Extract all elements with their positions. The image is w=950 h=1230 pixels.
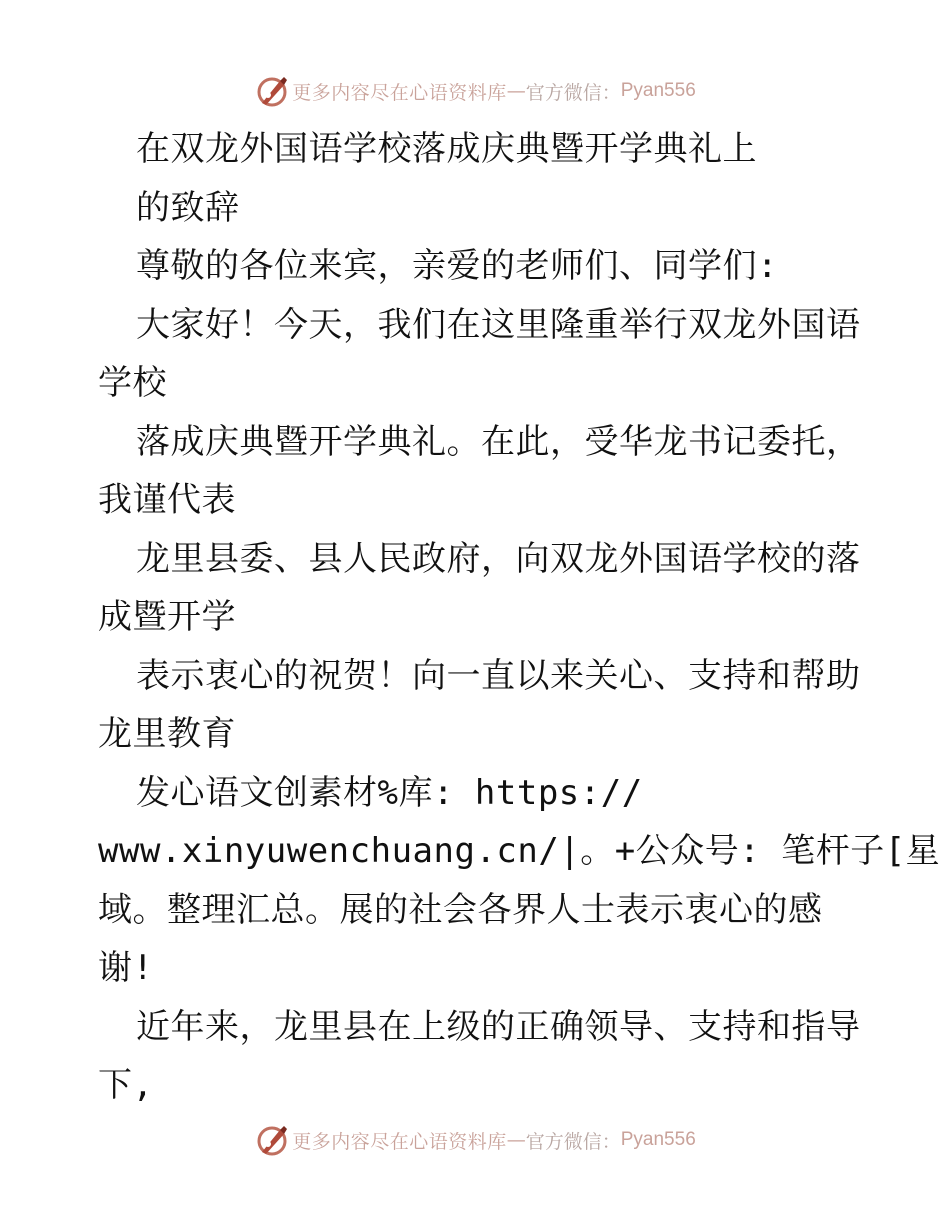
- header-watermark: [0, 71, 950, 111]
- watermark-account: Pyan556: [620, 1129, 696, 1150]
- watermark-separator: —: [506, 1129, 526, 1151]
- paragraph-line: 发心语文创素材%库: https://: [136, 772, 643, 813]
- paragraph-line: 谢!: [98, 948, 154, 988]
- paragraph-line: 成暨开学: [98, 597, 236, 637]
- watermark-account: Pyan556: [620, 80, 696, 101]
- paragraph-line: 落成庆典暨开学典礼。在此，受华龙书记委托，: [136, 421, 861, 462]
- title-line-2: 的致辞: [136, 187, 240, 228]
- paragraph-line: 我谨代表: [98, 480, 236, 520]
- footer-watermark: [0, 1120, 950, 1160]
- paragraph-line: 大家好！今天，我们在这里隆重举行双龙外国语: [136, 304, 861, 345]
- paragraph-line: 域。整理汇总。展的社会各界人士表示衷心的感: [98, 889, 823, 930]
- paragraph-line: 近年来，龙里县在上级的正确领导、支持和指导: [136, 1006, 861, 1047]
- paragraph-line: 龙里教育: [98, 714, 236, 754]
- paragraph-line: 龙里县委、县人民政府，向双龙外国语学校的落: [136, 538, 861, 579]
- paragraph-line: 学校: [98, 363, 167, 403]
- paragraph-line: 下,: [98, 1065, 154, 1105]
- pen-logo-icon: [254, 1122, 290, 1158]
- pen-logo-icon: [254, 73, 290, 109]
- watermark-brand: 更多内容尽在心语资料库: [292, 81, 507, 104]
- paragraph-line: 表示衷心的祝贺！向一直以来关心、支持和帮助: [136, 655, 861, 696]
- title-line-1: 在双龙外国语学校落成庆典暨开学典礼上: [136, 129, 757, 169]
- watermark-official-label: 官方微信：: [525, 81, 621, 104]
- paragraph-line: www.xinyuwenchuang.cn/|。+公众号: 笔杆子[星: [98, 831, 941, 871]
- watermark-official-label: 官方微信：: [525, 1130, 621, 1153]
- watermark-separator: —: [506, 80, 526, 102]
- salutation-line: 尊敬的各位来宾，亲爱的老师们、同学们:: [136, 246, 778, 286]
- document-body: [98, 120, 941, 1115]
- watermark-brand: 更多内容尽在心语资料库: [292, 1130, 507, 1153]
